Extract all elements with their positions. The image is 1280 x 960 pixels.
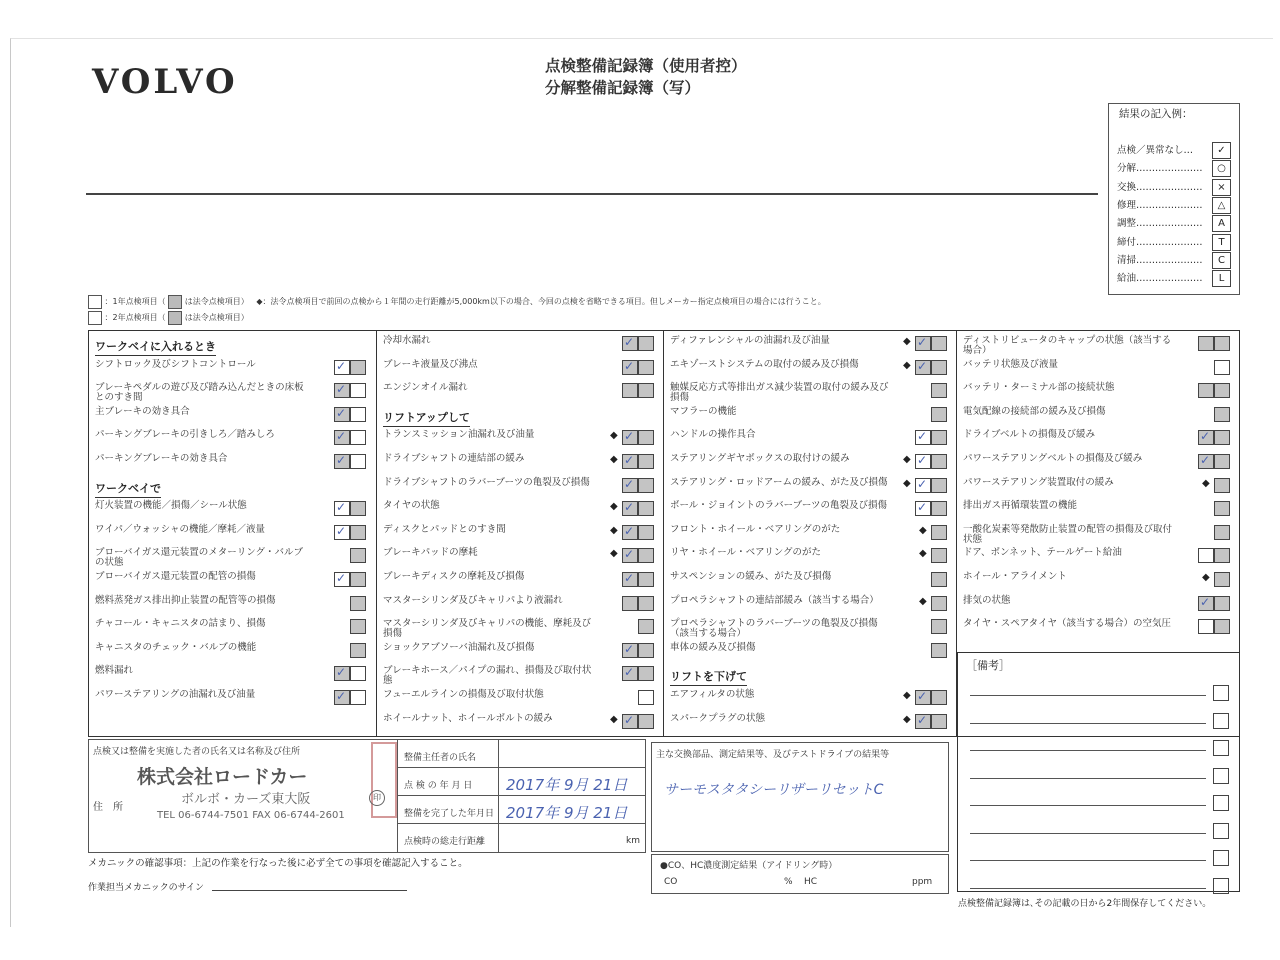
section-heading: リフトを下げて (670, 668, 747, 686)
inspection-item: 主ブレーキの効き具合 (95, 405, 190, 417)
inspection-column-1 (89, 331, 374, 736)
result-checkbox[interactable] (931, 572, 947, 587)
result-checkbox[interactable] (1214, 596, 1230, 611)
inspection-item: ブレーキペダルの遊び及び踏み込んだときの床板とのすき間 (95, 382, 304, 404)
co-hc-title: ●CO、HC濃度測定結果（アイドリング時） (660, 861, 838, 871)
inspection-item: 排出ガス再循環装置の機能 (963, 500, 1078, 512)
diamond-icon: ◆ (903, 336, 911, 347)
legend-row (1117, 160, 1237, 176)
inspection-item: パワーステアリングの油漏れ及び油量 (95, 689, 256, 700)
remark-line[interactable] (970, 888, 1206, 889)
inspection-item: 一酸化炭素等発散防止装置の配管の損傷及び取付状態 (963, 523, 1173, 545)
inspection-item: エキゾーストシステムの取付の緩み及び損傷 (670, 358, 859, 370)
result-checkbox[interactable] (1214, 478, 1230, 493)
result-checkbox[interactable] (1198, 619, 1214, 634)
result-checkbox[interactable] (931, 454, 947, 469)
result-checkbox[interactable] (350, 430, 366, 445)
inspection-item: パワーステアリングベルトの損傷及び緩み (963, 453, 1143, 464)
inspection-item: タイヤ・スペアタイヤ（該当する場合）の空気圧 (963, 618, 1171, 630)
seal-mark-icon: 印 (369, 790, 385, 806)
inspection-item: ブレーキホース／パイプの漏れ、損傷及び取付状態 (383, 665, 592, 687)
hc-label: HC (804, 877, 818, 887)
checkmark-icon: ✓ (624, 571, 635, 585)
checkmark-icon: ✓ (624, 547, 635, 562)
remark-checkbox[interactable] (1213, 823, 1229, 839)
legend-label: 分解………………… (1117, 163, 1203, 175)
checkmark-icon: ✓ (336, 523, 347, 538)
legend-row (1117, 252, 1237, 268)
remark-line[interactable] (970, 695, 1206, 696)
result-checkbox[interactable] (350, 383, 366, 398)
inspection-item: バッテリ状態及び液量 (963, 358, 1059, 370)
km-unit: km (626, 836, 640, 846)
result-checkbox[interactable] (638, 690, 654, 705)
diamond-icon: ◆ (919, 548, 927, 560)
checkmark-icon: ✓ (336, 358, 347, 373)
performer-label: 点検又は整備を実施した者の氏名又は名称及び住所 (93, 747, 301, 757)
inspection-item: ディファレンシャルの油漏れ及び油量 (670, 335, 830, 346)
result-checkbox[interactable] (350, 690, 366, 705)
remark-checkbox[interactable] (1213, 768, 1229, 784)
inspection-item: チャコール・キャニスタの詰まり、損傷 (95, 618, 266, 630)
inspection-item: ホイール・アライメント (963, 571, 1067, 582)
inspection-column-2 (376, 331, 662, 736)
result-checkbox[interactable] (350, 407, 366, 422)
checkmark-icon: ✓ (624, 641, 635, 656)
checkmark-icon: ✓ (624, 523, 635, 538)
result-checkbox[interactable] (931, 478, 947, 493)
result-checkbox[interactable] (931, 407, 947, 422)
result-checkbox[interactable] (350, 643, 366, 658)
result-checkbox[interactable] (931, 336, 947, 351)
inspection-item: ブレーキディスクの摩耗及び損傷 (383, 571, 525, 582)
diamond-icon: ◆ (919, 524, 927, 536)
checkmark-icon: ✓ (336, 429, 347, 444)
remark-checkbox[interactable] (1213, 685, 1229, 701)
checkmark-icon: ✓ (917, 358, 928, 373)
result-checkbox[interactable] (1214, 548, 1230, 563)
legend-mark-icon: ✓ (1212, 142, 1231, 159)
company-tel: TEL 06-6744-7501 FAX 06-6744-2601 (157, 810, 345, 821)
checkmark-icon: ✓ (624, 712, 635, 727)
chief-label: 整備主任者の氏名 (404, 753, 477, 763)
remark-checkbox[interactable] (1213, 740, 1229, 756)
legend-row (1117, 234, 1237, 250)
mechanic-sign-field[interactable] (212, 890, 407, 891)
remark-line[interactable] (970, 805, 1206, 806)
diamond-icon: ◆ (610, 454, 618, 465)
diamond-icon: ◆ (903, 359, 911, 371)
inspection-item: 灯火装置の機能／損傷／シール状態 (95, 500, 247, 512)
inspection-item: バッテリ・ターミナル部の接続状態 (963, 382, 1115, 394)
legend-label: 修理………………… (1117, 199, 1203, 211)
checkmark-icon: ✓ (336, 405, 347, 420)
result-checkbox[interactable] (350, 619, 366, 634)
parts-label: 主な交換部品、測定結果等、及びテストドライブの結果等 (656, 750, 890, 760)
title-overhaul-copy: 分解整備記録簿（写） (545, 79, 701, 97)
inspection-date-label: 点 検 の 年 月 日 (404, 781, 473, 791)
remarks-title: ［備考］ (966, 659, 1010, 672)
parts-results-box (651, 742, 949, 852)
remark-checkbox[interactable] (1213, 878, 1229, 894)
diamond-icon: ◆ (919, 595, 927, 607)
legend-notes (88, 294, 826, 326)
result-checkbox[interactable] (1214, 383, 1230, 398)
result-checkbox[interactable] (638, 336, 654, 351)
section-heading: リフトアップして (383, 409, 470, 427)
checkmark-icon: ✓ (624, 665, 635, 680)
inspection-item: 燃料漏れ (95, 665, 134, 677)
inspection-item: ドライブベルトの損傷及び緩み (963, 429, 1096, 441)
checkmark-icon: ✓ (336, 453, 347, 467)
checkmark-icon: ✓ (336, 665, 347, 680)
result-checkbox[interactable] (638, 714, 654, 729)
company-seal-icon (371, 742, 397, 818)
remark-checkbox[interactable] (1213, 795, 1229, 811)
result-checkbox[interactable] (931, 714, 947, 729)
inspection-item: ブローバイガス還元装置のメターリング・バルブの状態 (95, 547, 304, 569)
remark-line[interactable] (970, 750, 1206, 751)
legend-row (1117, 270, 1237, 286)
inspection-item: マフラーの機能 (670, 405, 737, 417)
legend-title: 結果の記入例： (1119, 108, 1193, 120)
diamond-icon: ◆ (610, 524, 618, 536)
mechanic-note: メカニックの確認事項：上記の作業を行なった後に必ず全ての事項を確認記入すること。 (88, 858, 468, 869)
legend-label: 給油………………… (1117, 273, 1203, 285)
diamond-icon: ◆ (903, 454, 911, 465)
diamond-icon: ◆ (1202, 477, 1210, 489)
checkmark-icon: ✓ (336, 689, 347, 703)
checkmark-icon: ✓ (1200, 453, 1211, 467)
result-checkbox[interactable] (638, 548, 654, 563)
legend-mark-icon: A (1212, 215, 1231, 232)
legend-mark-icon: T (1212, 234, 1231, 251)
inspection-item: トランスミッション油漏れ及び油量 (383, 429, 535, 441)
company-name: 株式会社ロードカー (137, 766, 308, 788)
result-checkbox[interactable] (931, 525, 947, 540)
result-checkbox[interactable] (638, 572, 654, 587)
checkmark-icon: ✓ (917, 429, 928, 444)
remark-line[interactable] (970, 833, 1206, 834)
checkmark-icon: ✓ (1200, 429, 1211, 444)
inspection-item: ドア、ボンネット、テールゲート給油 (963, 547, 1122, 559)
remark-line[interactable] (970, 723, 1206, 724)
address-label: 住 所 (93, 802, 123, 813)
checkmark-icon: ✓ (917, 335, 928, 349)
remark-checkbox[interactable] (1213, 850, 1229, 866)
branch-name: ボルボ・カーズ東大阪 (181, 792, 311, 807)
legend-label: 調整………………… (1117, 218, 1203, 230)
legend-mark-icon: △ (1212, 197, 1231, 214)
checkmark-icon: ✓ (336, 382, 347, 397)
title-user-copy: 点検整備記録簿（使用者控） (545, 57, 747, 75)
inspection-item: パーキングブレーキの引きしろ／踏みしろ (95, 429, 275, 441)
result-checkbox[interactable] (638, 454, 654, 469)
inspection-column-3 (663, 331, 955, 736)
result-checkbox[interactable] (1214, 430, 1230, 445)
result-checkbox[interactable] (350, 501, 366, 516)
result-checkbox[interactable] (1214, 407, 1230, 422)
checkmark-icon: ✓ (624, 358, 635, 373)
inspection-item: ステアリング・ロッドアームの緩み、がた及び損傷 (670, 476, 888, 488)
diamond-icon: ◆ (903, 713, 911, 725)
inspection-item: 触媒反応方式等排出ガス減少装置の取付の緩み及び損傷 (670, 382, 889, 404)
dates-table (397, 740, 646, 852)
inspection-item: 車体の緩み及び損傷 (670, 641, 756, 653)
diamond-icon: ◆ (903, 690, 911, 701)
inspection-item: ドライブシャフトのラバーブーツの亀裂及び損傷 (383, 476, 590, 488)
result-checkbox[interactable] (1214, 454, 1230, 469)
result-checkbox[interactable] (931, 596, 947, 611)
inspection-item: 燃料蒸発ガス排出抑止装置の配管等の損傷 (95, 594, 276, 606)
result-checkbox[interactable] (350, 525, 366, 540)
inspection-item: ブレーキ液量及び沸点 (383, 358, 478, 370)
legend-row (1117, 197, 1237, 213)
inspection-item: スパークプラグの状態 (670, 712, 766, 724)
inspection-item: エアフィルタの状態 (670, 689, 755, 700)
inspection-item: マスターシリンダ及びキャリパより液漏れ (383, 594, 563, 606)
result-legend (1108, 103, 1240, 295)
result-checkbox[interactable] (1198, 336, 1214, 351)
co-label: CO (664, 877, 678, 887)
inspection-item: サスペンションの緩み、がた及び損傷 (670, 571, 832, 582)
legend-row (1117, 215, 1237, 231)
legend-label: 点検／異常なし… (1117, 145, 1194, 156)
workshop-info-box (88, 739, 646, 853)
inspection-date-value: 2017年 9月 21日 (506, 776, 628, 794)
result-checkbox[interactable] (638, 525, 654, 540)
legend-label: 交換………………… (1117, 181, 1203, 193)
mileage-label: 点検時の総走行距離 (404, 837, 486, 847)
section-heading: ワークベイに入れるとき (95, 338, 216, 356)
inspection-item: ディストリビュータのキャップの状態（該当する場合） (963, 335, 1172, 356)
result-checkbox[interactable] (931, 383, 947, 398)
hc-unit: ppm (912, 877, 933, 887)
diamond-icon: ◆ (903, 477, 911, 489)
result-checkbox[interactable] (931, 619, 947, 634)
result-checkbox[interactable] (638, 643, 654, 658)
result-checkbox[interactable] (1214, 336, 1230, 351)
blank-square-icon (88, 311, 102, 325)
parts-handwritten: サーモスタタシーリザーリセットC (664, 782, 884, 798)
checkmark-icon: ✓ (624, 335, 635, 349)
legend-label: 締付………………… (1117, 236, 1203, 248)
gray-square-icon (168, 311, 182, 325)
section-heading: ワークベイで (95, 480, 161, 498)
inspection-item: プロペラシャフトの連結部緩み（該当する場合） (670, 594, 879, 606)
completion-date-label: 整備を完了した年月日 (404, 809, 495, 819)
diamond-icon: ◆ (610, 430, 618, 442)
note-1yr-legal: は法令点検項目） (184, 297, 249, 306)
legend-mark-icon: C (1212, 252, 1231, 269)
co-hc-box (651, 854, 949, 894)
inspection-item: キャニスタのチェック・バルブの機能 (95, 641, 257, 653)
remark-line[interactable] (970, 778, 1206, 779)
note-2yr: ：2年点検項目（ (104, 313, 166, 322)
blank-square-icon (88, 295, 102, 309)
result-checkbox[interactable] (931, 643, 947, 658)
inspection-item: エンジンオイル漏れ (383, 382, 468, 394)
inspection-item: 冷却水漏れ (383, 335, 431, 346)
result-checkbox[interactable] (638, 596, 654, 611)
inspection-item: ショックアブソーバ油漏れ及び損傷 (383, 641, 535, 653)
inspection-item: タイヤの状態 (383, 500, 440, 512)
result-checkbox[interactable] (350, 548, 366, 563)
result-checkbox[interactable] (931, 430, 947, 445)
result-checkbox[interactable] (1214, 619, 1230, 634)
result-checkbox[interactable] (1214, 360, 1230, 375)
result-checkbox[interactable] (638, 478, 654, 493)
inspection-item: ディスクとパッドとのすき間 (383, 523, 506, 535)
completion-date-value: 2017年 9月 21日 (506, 804, 628, 822)
result-checkbox[interactable] (350, 360, 366, 375)
note-2yr-legal: は法令点検項目） (184, 313, 249, 322)
result-checkbox[interactable] (1214, 525, 1230, 540)
checkmark-icon: ✓ (624, 429, 635, 444)
result-checkbox[interactable] (350, 572, 366, 587)
diamond-icon: ◆ (610, 713, 618, 725)
inspection-item: マスターシリンダ及びキャリパの機能、摩耗及び損傷 (383, 618, 592, 640)
result-checkbox[interactable] (1214, 501, 1230, 516)
inspection-item: パワーステアリング装置取付の緩み (963, 476, 1114, 488)
result-checkbox[interactable] (1198, 383, 1214, 398)
result-checkbox[interactable] (931, 501, 947, 516)
inspection-item: ホイールナット、ホイールボルトの緩み (383, 712, 553, 724)
inspection-item: フロント・ホイール・ベアリングのがた (670, 523, 841, 535)
checkmark-icon: ✓ (917, 476, 928, 491)
checkmark-icon: ✓ (917, 689, 928, 703)
result-checkbox[interactable] (638, 619, 654, 634)
checkmark-icon: ✓ (624, 476, 635, 491)
legend-label: 清掃………………… (1117, 254, 1203, 266)
result-checkbox[interactable] (931, 690, 947, 705)
inspection-item: シフトロック及びシフトコントロール (95, 358, 256, 370)
result-checkbox[interactable] (638, 360, 654, 375)
legend-row (1117, 142, 1237, 158)
checkmark-icon: ✓ (917, 500, 928, 515)
result-checkbox[interactable] (638, 666, 654, 681)
diamond-icon: ◆ (1202, 572, 1210, 583)
inspection-item: フューエルラインの損傷及び取付状態 (383, 689, 544, 700)
result-checkbox[interactable] (1214, 572, 1230, 587)
checkmark-icon: ✓ (336, 571, 347, 585)
inspection-item: ブレーキパッドの摩耗 (383, 547, 478, 559)
gray-square-icon (168, 295, 182, 309)
result-checkbox[interactable] (350, 596, 366, 611)
inspection-item: ステアリングギヤボックスの取付けの緩み (670, 453, 850, 464)
diamond-icon: ◆ (610, 548, 618, 560)
result-checkbox[interactable] (638, 383, 654, 398)
result-checkbox[interactable] (931, 548, 947, 563)
remark-line[interactable] (970, 860, 1206, 861)
inspection-item: ハンドルの操作具合 (670, 429, 756, 441)
result-checkbox[interactable] (350, 454, 366, 469)
result-checkbox[interactable] (638, 430, 654, 445)
legend-mark-icon: ○ (1212, 160, 1231, 177)
checkmark-icon: ✓ (917, 453, 928, 467)
co-unit: % (784, 877, 793, 887)
inspection-item: 排気の状態 (963, 594, 1011, 606)
diamond-icon: ◆ (610, 501, 618, 513)
volvo-logo: VOLVO (92, 62, 238, 102)
inspection-item: ワイパ／ウォッシャの機能／摩耗／液量 (95, 523, 265, 535)
checkmark-icon: ✓ (1200, 594, 1211, 609)
result-checkbox[interactable] (622, 596, 638, 611)
remark-checkbox[interactable] (1213, 713, 1229, 729)
checkmark-icon: ✓ (917, 712, 928, 727)
inspection-item: ボール・ジョイントのラバーブーツの亀裂及び損傷 (670, 500, 887, 512)
inspection-item: プロペラシャフトのラバーブーツの亀裂及び損傷（該当する場合） (670, 618, 878, 640)
retention-note: 点検整備記録簿は､その記載の日から2年間保存してください｡ (958, 899, 1207, 909)
legend-row (1117, 179, 1237, 195)
mechanic-sign-label: 作業担当メカニックのサイン (88, 883, 205, 893)
checkmark-icon: ✓ (624, 453, 635, 467)
legend-mark-icon: L (1212, 270, 1231, 287)
note-diamond: ◆：法令点検項目で前回の点検から１年間の走行距離が5,000km以下の場合、今回の点検を省略できる項目。但しメーカー指定点検項目の場合には行うこと。 (256, 297, 826, 306)
note-1yr: ：1年点検項目（ (104, 297, 166, 306)
result-checkbox[interactable] (931, 360, 947, 375)
result-checkbox[interactable] (638, 501, 654, 516)
inspection-item: ブローバイガス還元装置の配管の損傷 (95, 571, 256, 582)
result-checkbox[interactable] (622, 383, 638, 398)
redacted-area (86, 193, 1098, 287)
result-checkbox[interactable] (1198, 548, 1214, 563)
inspection-item: リヤ・ホイール・ベアリングのがた (670, 547, 822, 559)
legend-mark-icon: × (1212, 179, 1231, 196)
inspection-item: ドライブシャフトの連結部の緩み (383, 453, 525, 464)
checkmark-icon: ✓ (336, 500, 347, 515)
inspection-item: 電気配線の接続部の緩み及び損傷 (963, 405, 1106, 417)
inspection-item: パーキングブレーキの効き具合 (95, 453, 228, 464)
result-checkbox[interactable] (350, 666, 366, 681)
remarks-box (957, 652, 1240, 892)
checkmark-icon: ✓ (624, 500, 635, 515)
